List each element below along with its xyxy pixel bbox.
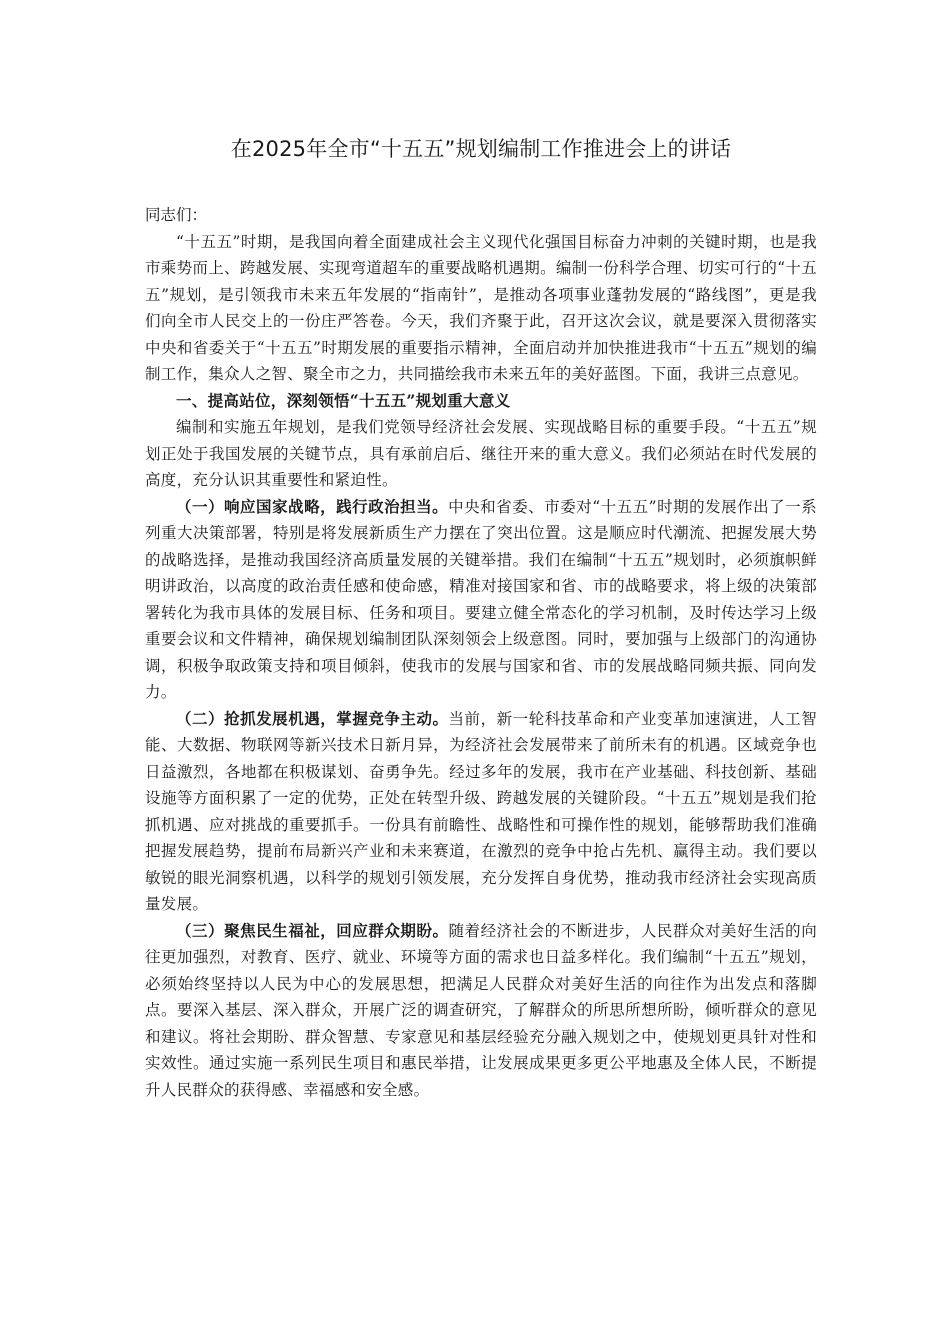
document-title: 在2025年全市“十五五”规划编制工作推进会上的讲话	[230, 137, 732, 161]
point-3-text: 随着经济社会的不断进步，人民群众对美好生活的向往更加强烈，对教育、医疗、就业、环境等方面的需求也日益多样化。我们编制“十五五”规划，必须始终坚持以人民为中心的发展思想，把满足人民群众对美好生活的向往作为出发点和落脚点。要深入基层、深入群众，开展广泛的调查研究，了解群众的所思所想所盼，倾听群众的意见和建议。将社会期盼、群众智慧、专家意见和基层经验充分融入规划之中，使规划更具针对性和实效性。通过实施一系列民生项目和惠民举措，让发展成果更多更公平地惠及全体人民，不断提升人民群众的获得感、幸福感和安全感。	[145, 921, 818, 1099]
point-3-lead: （三）聚焦民生福祉，回应群众期盼。	[176, 920, 449, 940]
point-1-paragraph	[145, 494, 817, 706]
salutation: 同志们：	[145, 206, 208, 224]
point-2-paragraph	[145, 706, 817, 918]
point-2-text: 当前，新一轮科技革命和产业变革加速演进，人工智能、大数据、物联网等新兴技术日新月异，为经济社会发展带来了前所未有的机遇。区域竞争也日益激烈，各地都在积极谋划、奋勇争先。经过多年的发展，我市在产业基础、科技创新、基础设施等方面积累了一定的优势，正处在转型升级、跨越发展的关键阶段。“十五五”规划是我们抢抓机遇、应对挑战的重要抓手。一份具有前瞻性、战略性和可操作性的规划，能够帮助我们准确把握发展趋势，提前布局新兴产业和未来赛道，在激烈的竞争中抢占先机、赢得主动。我们要以敏锐的眼光洞察机遇，以科学的规划引领发展，充分发挥自身优势，推动我市经济社会实现高质量发展。	[145, 709, 818, 913]
point-2-lead: （二）抢抓发展机遇，掌握竞争主动。	[176, 708, 449, 728]
section-1-heading: 一、提高站位，深刻领悟“十五五”规划重大意义	[176, 390, 511, 410]
point-1-lead: （一）响应国家战略，践行政治担当。	[176, 496, 449, 516]
point-3-paragraph	[145, 918, 817, 1104]
document-page	[145, 134, 817, 1103]
section-1-body: 编制和实施五年规划，是我们党领导经济社会发展、实现战略目标的重要手段。“十五五”规划正处于我国发展的关键节点，具有承前启后、继往开来的重大意义。我们必须站在时代发展的高度，充分认识其重要性和紧迫性。	[145, 418, 817, 489]
intro-paragraph: “十五五”时期，是我国向着全面建成社会主义现代化强国目标奋力冲刺的关键时期，也是我市乘势而上、跨越发展、实现弯道超车的重要战略机遇期。编制一份科学合理、切实可行的“十五五”规划，是引领我市未来五年发展的“指南针”，是推动各项事业蓬勃发展的“路线图”，更是我们向全市人民交上的一份庄严答卷。今天，我们齐聚于此，召开这次会议，就是要深入贯彻落实中央和省委关于“十五五”时期发展的重要指示精神，全面启动并加快推进我市“十五五”规划的编制工作，集众人之智、聚全市之力，共同描绘我市未来五年的美好蓝图。下面，我讲三点意见。	[145, 232, 817, 383]
point-1-text: 中央和省委、市委对“十五五”时期的发展作出了一系列重大决策部署，特别是将发展新质生产力摆在了突出位置。这是顺应时代潮流、把握发展大势的战略选择，是推动我国经济高质量发展的关键举措。我们在编制“十五五”规划时，必须旗帜鲜明讲政治，以高度的政治责任感和使命感，精准对接国家和省、市的战略要求，将上级的决策部署转化为我市具体的发展目标、任务和项目。要建立健全常态化的学习机制，及时传达学习上级重要会议和文件精神，确保规划编制团队深刻领会上级意图。同时，要加强与上级部门的沟通协调，积极争取政策支持和项目倾斜，使我市的发展与国家和省、市的发展战略同频共振、同向发力。	[145, 497, 817, 701]
